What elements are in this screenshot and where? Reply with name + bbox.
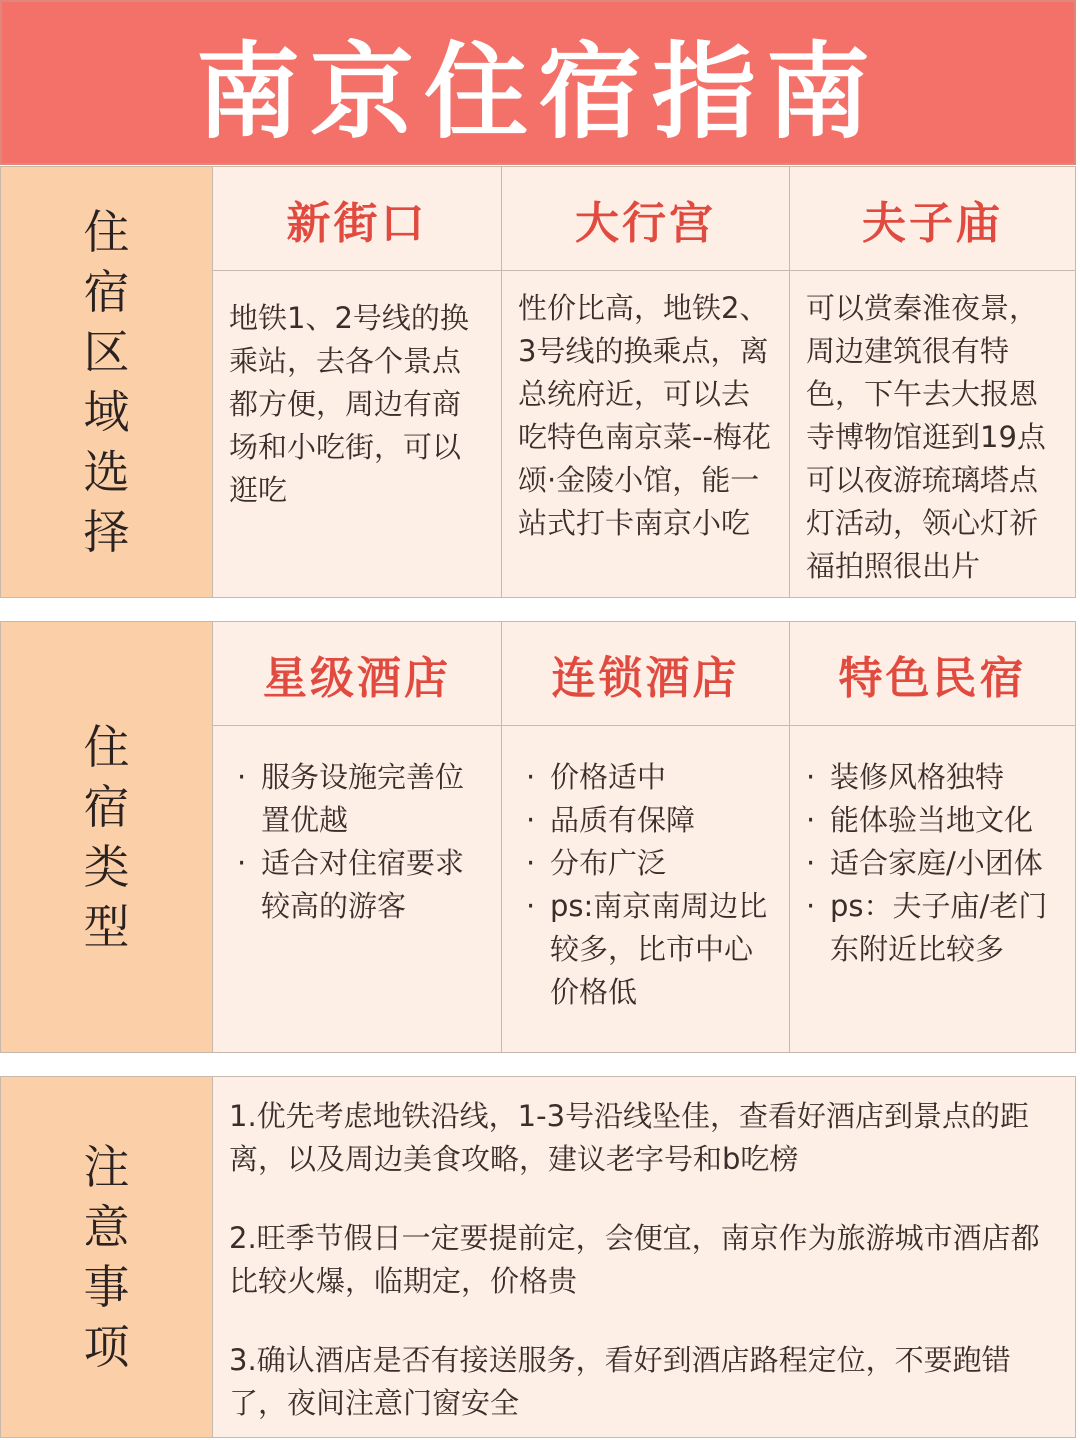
notes-section xyxy=(0,1076,1076,1438)
bullet-item: · 适合对住宿要求较高的游客 xyxy=(233,842,487,928)
bullet-item: · ps:南京南周边比较多，比市中心价格低 xyxy=(522,885,775,1014)
page-title: 南京住宿指南 xyxy=(195,30,880,153)
bullet-item: · 适合家庭/小团体 xyxy=(802,842,1067,885)
notes-body xyxy=(212,1076,1076,1438)
bullet-item: · 装修风格独特 xyxy=(802,756,1067,799)
area-column-title: 新街口 xyxy=(286,197,428,249)
area-section xyxy=(0,166,1076,598)
area-column-title: 大行宫 xyxy=(575,197,716,249)
notes-side-label: 注意事项 xyxy=(83,1140,130,1374)
bullet-item: · 服务设施完善位置优越 xyxy=(233,756,487,842)
area-column-fuzimiao xyxy=(789,166,1076,598)
type-column-header xyxy=(501,621,790,726)
type-side-label: 住宿类型 xyxy=(83,720,130,954)
bullet-item: · 能体验当地文化 xyxy=(802,799,1067,842)
area-column-body: 性价比高，地铁2、3号线的换乘点，离总统府近，可以去吃特色南京菜--梅花颂·金陵小馆，能一站式打卡南京小吃 xyxy=(501,270,790,598)
note-item: 1.优先考虑地铁沿线，1-3号沿线坠佳，查看好酒店到景点的距离，以及周边美食攻略，建议老字号和b吃榜 xyxy=(229,1099,1030,1176)
area-column-daxinggong xyxy=(501,166,790,598)
type-column-chain-hotel xyxy=(501,621,790,1053)
area-column-title: 夫子庙 xyxy=(862,197,1003,249)
type-section xyxy=(0,621,1076,1053)
area-side-label: 住宿区域选择 xyxy=(83,205,130,559)
type-column-body xyxy=(789,725,1076,1053)
bullet-item: · 价格适中 xyxy=(522,756,775,799)
type-column-body xyxy=(501,725,790,1053)
area-column-body: 可以赏秦淮夜景，周边建筑很有特色，下午去大报恩寺博物馆逛到19点可以夜游琉璃塔点灯活动，领心灯祈福拍照很出片 xyxy=(789,270,1076,598)
type-column-title: 星级酒店 xyxy=(263,652,451,704)
area-column-xinjiekou xyxy=(212,166,502,598)
area-side-label-cell xyxy=(0,166,213,598)
type-column-header xyxy=(789,621,1076,726)
bullet-item: · ps：夫子庙/老门东附近比较多 xyxy=(802,885,1067,971)
area-column-header xyxy=(501,166,790,271)
type-column-homestay xyxy=(789,621,1076,1053)
bullet-list xyxy=(233,756,487,928)
bullet-list xyxy=(802,756,1067,971)
bullet-item: · 品质有保障 xyxy=(522,799,775,842)
bullet-list xyxy=(522,756,775,1014)
area-column-body: 地铁1、2号线的换乘站，去各个景点都方便，周边有商场和小吃街，可以逛吃 xyxy=(212,270,502,598)
type-side-label-cell xyxy=(0,621,213,1053)
note-item: 3.确认酒店是否有接送服务，看好到酒店路程定位，不要跑错了，夜间注意门窗安全 xyxy=(229,1343,1011,1420)
type-column-title: 特色民宿 xyxy=(838,652,1027,704)
bullet-item: · 分布广泛 xyxy=(522,842,775,885)
note-item: 2.旺季节假日一定要提前定，会便宜，南京作为旅游城市酒店都比较火爆，临期定，价格贵 xyxy=(229,1221,1040,1298)
type-column-header xyxy=(212,621,502,726)
type-column-body xyxy=(212,725,502,1053)
type-column-star-hotel xyxy=(212,621,502,1053)
title-banner xyxy=(0,0,1076,165)
type-column-title: 连锁酒店 xyxy=(551,652,740,704)
area-column-header xyxy=(212,166,502,271)
area-column-header xyxy=(789,166,1076,271)
notes-side-label-cell xyxy=(0,1076,213,1438)
